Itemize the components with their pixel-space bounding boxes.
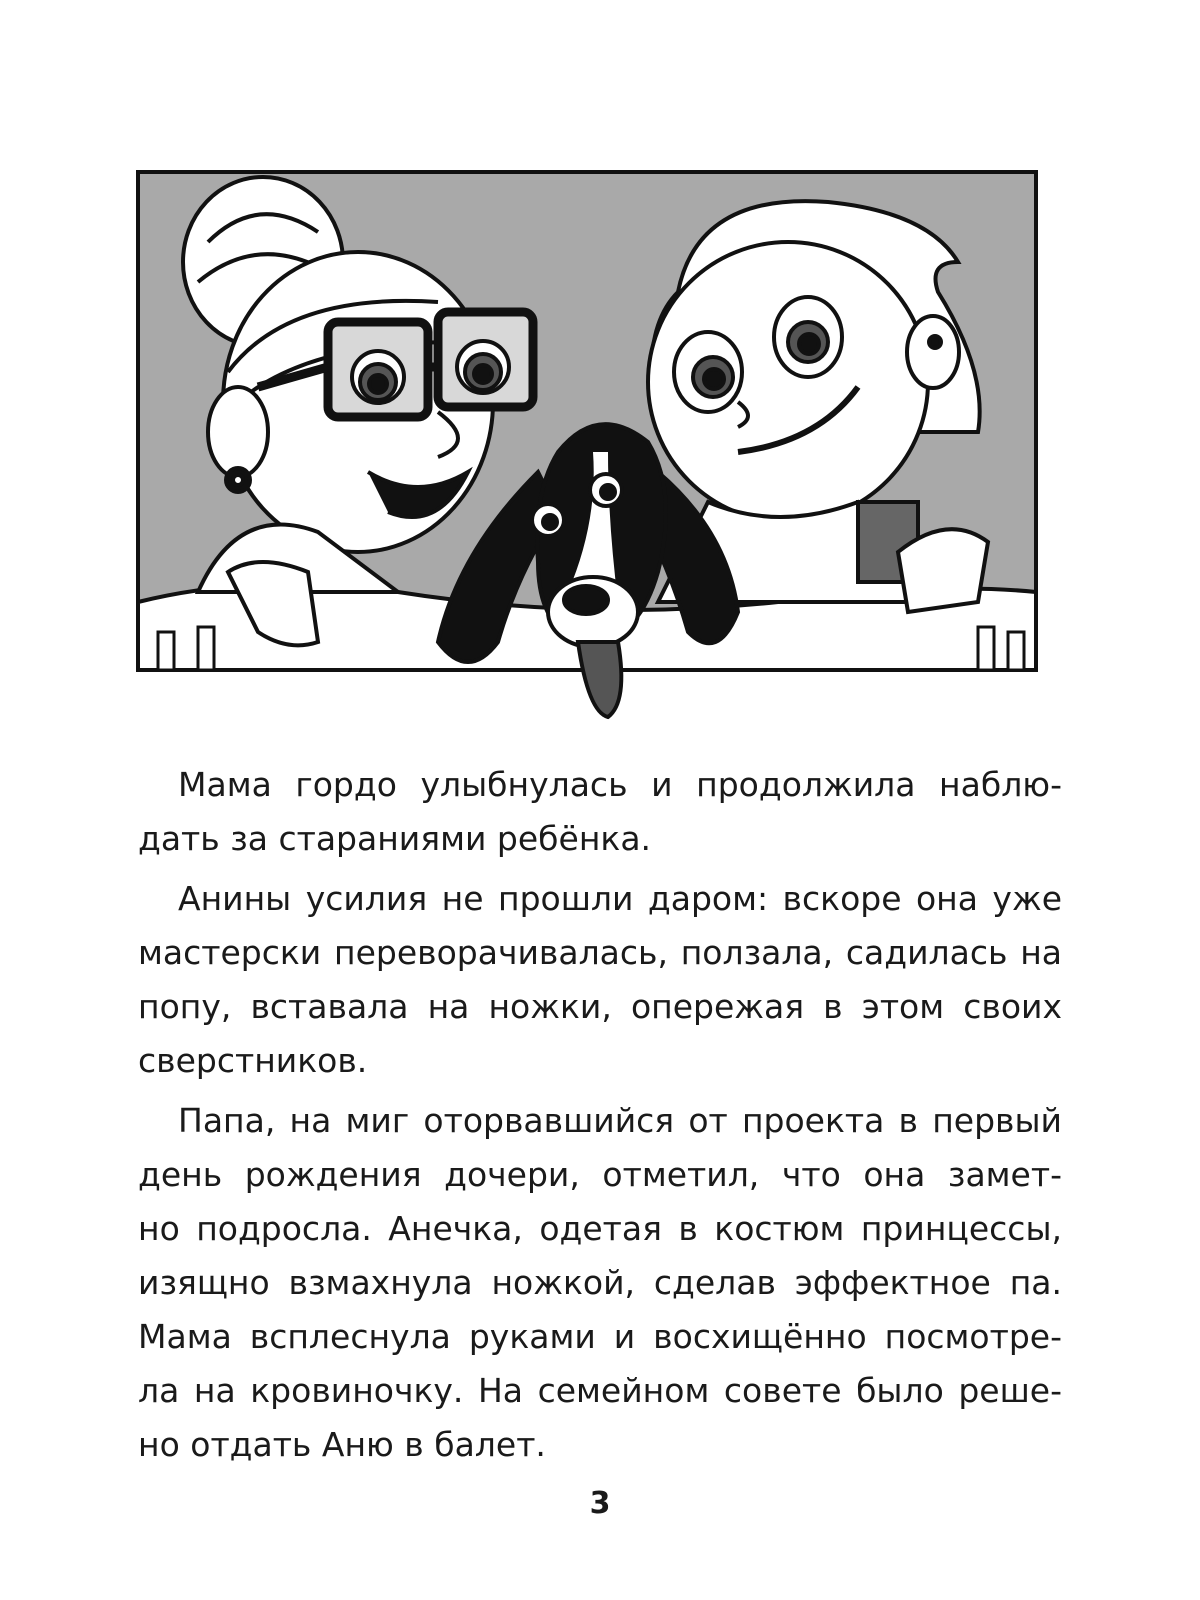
- text-line: изящно взмахнула ножкой, сделав эффектное па.: [138, 1263, 1062, 1302]
- text-line: попу, вставала на ножки, опережая в этом своих: [138, 987, 1062, 1026]
- text-line: Папа, на миг оторвавшийся от проекта в первый: [178, 1101, 1062, 1140]
- text-line: Анины усилия не прошли даром: вскоре она уже: [178, 879, 1062, 918]
- paragraph: [138, 1094, 1062, 1472]
- text-line: Мама всплеснула руками и восхищённо посмотре-: [138, 1317, 1062, 1356]
- illustration: [138, 172, 1062, 752]
- story-text: [138, 758, 1062, 1472]
- page-number: 3: [589, 1486, 611, 1521]
- text-line: но отдать Аню в балет.: [138, 1425, 546, 1464]
- text-line: день рождения дочери, отметил, что она замет-: [138, 1155, 1062, 1194]
- text-line: ла на кровиночку. На семейном совете было реше-: [138, 1371, 1062, 1410]
- paragraph: [138, 758, 1062, 866]
- text-line: Мама гордо улыбнулась и продолжила наблю-: [178, 765, 1062, 804]
- grandma-girl-dog-illustration-icon: [138, 172, 1062, 752]
- text-line: дать за стараниями ребёнка.: [138, 819, 652, 858]
- text-line: сверстников.: [138, 1041, 368, 1080]
- text-line: мастерски переворачивалась, ползала, садилась на: [138, 933, 1062, 972]
- paragraph: [138, 872, 1062, 1088]
- text-line: но подросла. Анечка, одетая в костюм принцессы,: [138, 1209, 1062, 1248]
